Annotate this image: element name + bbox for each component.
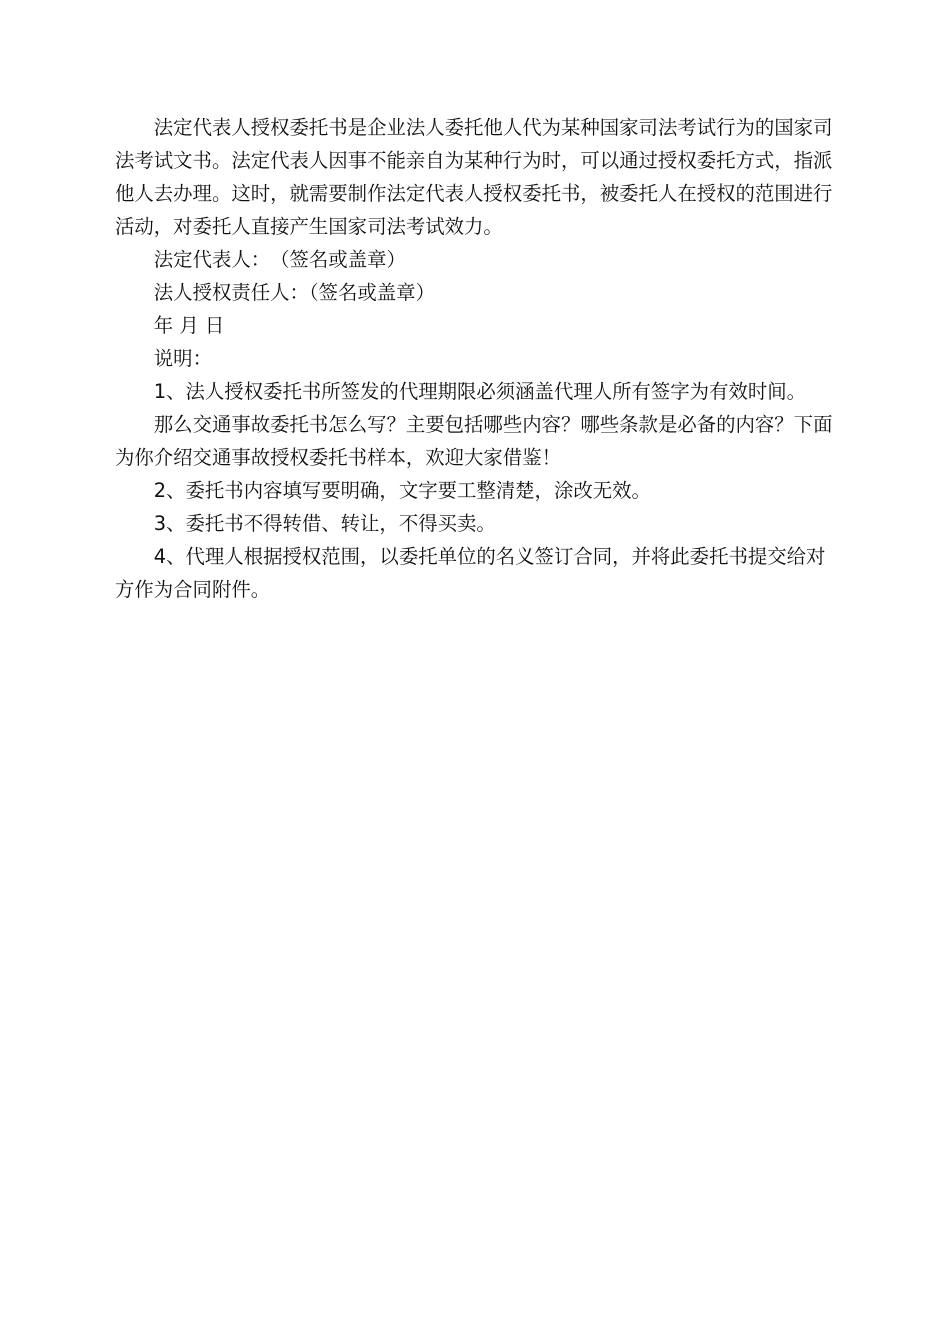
note-item-4: 4、代理人根据授权范围，以委托单位的名义签订合同，并将此委托书提交给对方作为合同附件。: [115, 545, 826, 601]
note-item-1: 1、法人授权委托书所签发的代理期限必须涵盖代理人所有签字为有效时间。: [153, 380, 807, 403]
intro-paragraph: 法定代表人授权委托书是企业法人委托他人代为某种国家司法考试行为的国家司法考试文书。法定代表人因事不能亲自为某种行为时，可以通过授权委托方式，指派他人去办理。这时，就需要制作法定代表人授权委托书，被委托人在授权的范围进行活动，对委托人直接产生国家司法考试效力。: [115, 116, 833, 238]
date-line: 年 月 日: [153, 314, 225, 337]
note-item-3: 3、委托书不得转借、转让，不得买卖。: [153, 512, 496, 535]
note-item-2: 2、委托书内容填写要明确，文字要工整清楚，涂改无效。: [153, 479, 651, 502]
notes-heading: 说明：: [153, 347, 212, 370]
document-body: [115, 111, 837, 606]
legal-representative-signature-line: 法定代表人： （签名或盖章）: [153, 248, 406, 271]
traffic-accident-paragraph: 那么交通事故委托书怎么写？主要包括哪些内容？哪些条款是必备的内容？下面为你介绍交通事故授权委托书样本，欢迎大家借鉴！: [115, 413, 833, 469]
authorized-person-signature-line: 法人授权责任人：（签名或盖章）: [153, 281, 435, 304]
